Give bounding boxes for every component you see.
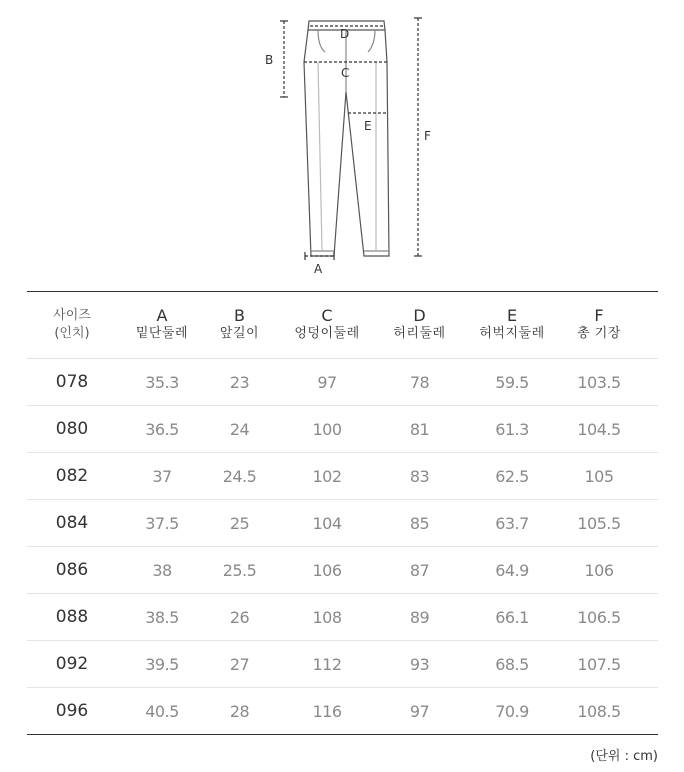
value-cell: 24.5 (222, 466, 257, 486)
value-cell: 83 (409, 466, 430, 486)
value-cell: 61.3 (495, 419, 529, 439)
value-cell: 89 (409, 607, 430, 627)
size-column-header (27, 307, 117, 343)
value-cell: 38.5 (145, 607, 179, 627)
table-row (27, 547, 658, 594)
value-cell: 103.5 (577, 372, 621, 392)
diagram-label-f: F (424, 129, 431, 143)
column-name: 밑단둘레 (135, 326, 189, 341)
table-row (27, 594, 658, 641)
value-cell: 112 (312, 654, 342, 674)
column-header-e (457, 307, 567, 343)
value-cell: 102 (312, 466, 342, 486)
value-cell: 59.5 (495, 372, 529, 392)
value-cell: 106 (312, 560, 342, 580)
value-cell: 64.9 (495, 560, 529, 580)
column-name: 허벅지둘레 (479, 326, 545, 341)
value-cell: 68.5 (495, 654, 529, 674)
size-cell: 088 (55, 607, 89, 627)
column-letter: E (506, 306, 518, 325)
table-row (27, 688, 658, 734)
size-header-line1: 사이즈 (53, 308, 91, 323)
unit-note: (단위 : cm) (590, 749, 658, 764)
value-cell: 97 (409, 701, 430, 721)
value-cell: 66.1 (495, 607, 529, 627)
value-cell: 62.5 (495, 466, 529, 486)
value-cell: 24 (229, 419, 250, 439)
size-cell: 082 (55, 466, 89, 486)
column-name: 엉덩이둘레 (294, 326, 360, 341)
value-cell: 38 (152, 560, 172, 580)
value-cell: 116 (312, 701, 342, 721)
pants-diagram (0, 0, 684, 280)
size-header-line2: (인치) (54, 326, 90, 341)
table-row (27, 641, 658, 688)
value-cell: 25 (229, 513, 250, 533)
size-cell: 096 (55, 701, 89, 721)
value-cell: 105 (584, 466, 614, 486)
value-cell: 40.5 (145, 701, 179, 721)
column-name: 허리둘레 (393, 326, 446, 341)
column-letter: C (321, 306, 333, 325)
diagram-label-d: D (340, 27, 350, 41)
value-cell: 107.5 (577, 654, 621, 674)
column-header-a (117, 307, 207, 343)
value-cell: 36.5 (145, 419, 179, 439)
diagram-label-e: E (364, 119, 372, 133)
value-cell: 108 (312, 607, 342, 627)
table-header-row (27, 292, 658, 359)
column-header-f (567, 307, 631, 343)
value-cell: 100 (312, 419, 342, 439)
column-name: 앞길이 (219, 326, 260, 341)
value-cell: 106.5 (577, 607, 621, 627)
value-cell: 93 (409, 654, 430, 674)
value-cell: 28 (229, 701, 250, 721)
value-cell: 105.5 (577, 513, 621, 533)
value-cell: 104.5 (577, 419, 621, 439)
table-row (27, 406, 658, 453)
value-cell: 63.7 (495, 513, 529, 533)
size-cell: 084 (55, 513, 89, 533)
size-cell: 086 (55, 560, 89, 580)
table-bottom-rule (27, 734, 658, 735)
value-cell: 81 (409, 419, 430, 439)
size-table (27, 291, 658, 735)
value-cell: 35.3 (145, 372, 179, 392)
value-cell: 85 (409, 513, 430, 533)
table-row (27, 453, 658, 500)
column-letter: A (156, 306, 168, 325)
value-cell: 39.5 (145, 654, 179, 674)
value-cell: 104 (312, 513, 342, 533)
size-cell: 080 (55, 419, 89, 439)
column-letter: F (594, 306, 604, 325)
value-cell: 97 (317, 372, 337, 392)
value-cell: 70.9 (495, 701, 529, 721)
column-name: 총 기장 (577, 326, 621, 341)
value-cell: 25.5 (222, 560, 257, 580)
diagram-label-c: C (341, 66, 350, 80)
value-cell: 26 (229, 607, 250, 627)
value-cell: 23 (229, 372, 250, 392)
pants-illustration (0, 0, 684, 280)
value-cell: 27 (229, 654, 250, 674)
size-cell: 078 (55, 372, 89, 392)
value-cell: 37 (152, 466, 172, 486)
column-header-c (272, 307, 382, 343)
column-header-d (382, 307, 457, 343)
value-cell: 78 (409, 372, 430, 392)
value-cell: 106 (584, 560, 614, 580)
diagram-label-a: A (314, 262, 323, 276)
column-letter: D (413, 306, 426, 325)
value-cell: 37.5 (145, 513, 179, 533)
diagram-label-b: B (265, 53, 274, 67)
size-cell: 092 (55, 654, 89, 674)
table-row (27, 359, 658, 406)
table-row (27, 500, 658, 547)
column-header-b (207, 307, 272, 343)
value-cell: 108.5 (577, 701, 621, 721)
column-letter: B (234, 306, 245, 325)
value-cell: 87 (409, 560, 430, 580)
